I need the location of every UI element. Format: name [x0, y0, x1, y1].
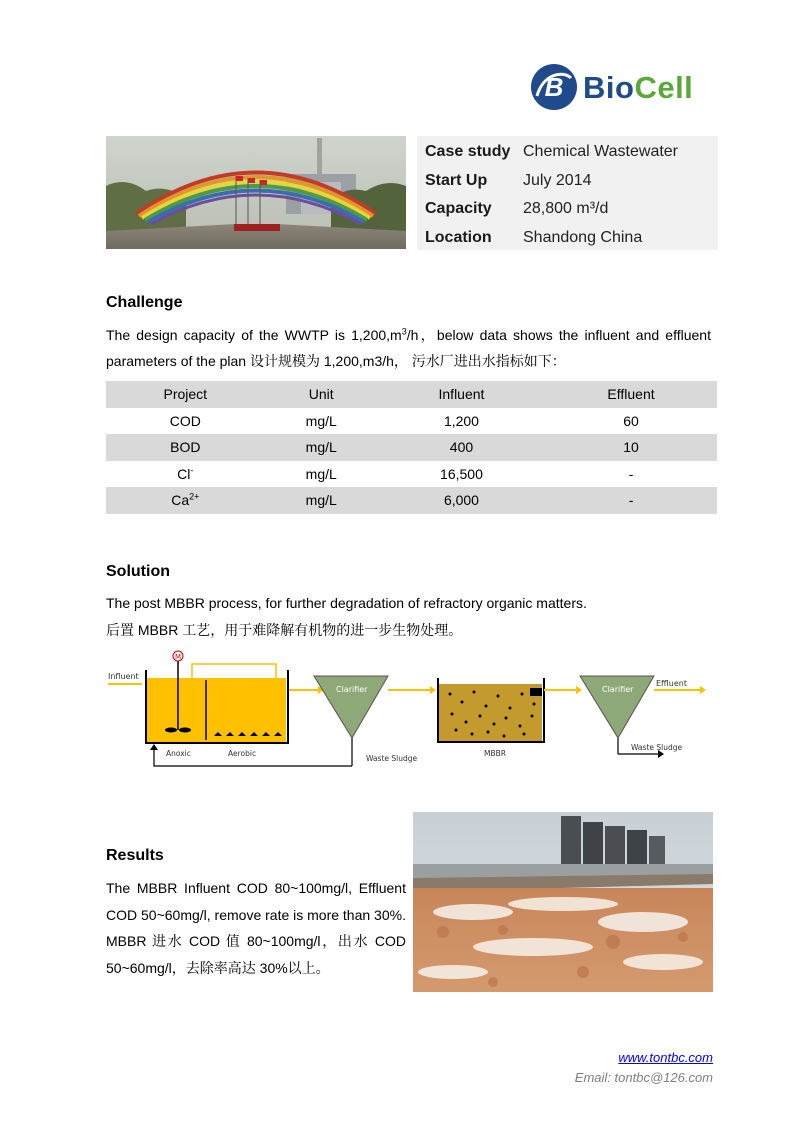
table-row — [106, 487, 717, 514]
cell-unit: mg/L — [265, 434, 378, 461]
website-link[interactable]: www.tontbc.com — [618, 1050, 713, 1065]
mixer-blade-left — [165, 728, 177, 733]
info-row-capacity — [417, 195, 718, 224]
info-key: Start Up — [425, 171, 488, 189]
influent-label: Influent — [108, 672, 139, 681]
parameters-table — [106, 381, 717, 514]
logo-letter: B — [544, 72, 564, 102]
brand-name-cell: Cell — [634, 70, 694, 105]
challenge-line-1-sup: 3 — [401, 326, 407, 337]
cell-effluent: - — [545, 487, 717, 514]
header-effluent: Effluent — [545, 381, 717, 408]
table-row — [106, 434, 717, 461]
anoxic-label: Anoxic — [166, 749, 191, 758]
case-info-box — [417, 136, 718, 250]
cell-effluent: - — [545, 461, 717, 488]
solution-line-cn: 后置 MBBR 工艺，用于难降解有机物的进一步生物处理。 — [106, 622, 463, 638]
header-project: Project — [106, 381, 265, 408]
info-value: Chemical Wastewater — [523, 143, 679, 161]
cell-effluent: 60 — [545, 408, 717, 435]
info-key: Case study — [425, 143, 511, 161]
cell-project: BOD — [106, 434, 265, 461]
process-flow-diagram — [106, 650, 717, 775]
cell-effluent: 10 — [545, 434, 717, 461]
info-value: July 2014 — [523, 171, 592, 189]
cell-influent: 6,000 — [378, 487, 545, 514]
cell-unit: mg/L — [265, 461, 378, 488]
info-key: Capacity — [425, 200, 492, 218]
cell-unit: mg/L — [265, 408, 378, 435]
aerobic-label: Aerobic — [228, 749, 257, 758]
cell-unit: mg/L — [265, 487, 378, 514]
mbbr-label: MBBR — [484, 749, 506, 758]
email-contact: Email: tontbc@126.com — [574, 1070, 713, 1085]
biocell-logo-mark — [529, 62, 579, 112]
waste-sludge-2-label: Waste Sludge — [631, 743, 683, 752]
table-row — [106, 461, 717, 488]
waste-sludge-1-label: Waste Sludge — [366, 754, 418, 763]
challenge-line-1-b: /h，below data shows the influent and effluent — [406, 327, 711, 343]
header-influent: Influent — [378, 381, 545, 408]
info-row-case-study — [417, 138, 718, 167]
results-heading: Results — [106, 847, 164, 864]
cell-project: COD — [106, 408, 265, 435]
brand-name-bio: Bio — [583, 70, 635, 105]
info-value: 28,800 m³/d — [523, 200, 609, 218]
cell-influent: 1,200 — [378, 408, 545, 435]
biocell-logo — [529, 62, 714, 112]
info-value: Shandong China — [523, 228, 643, 246]
info-row-start-up — [417, 167, 718, 196]
factory-gate-photo — [106, 136, 406, 249]
clarifier-2-label: Clarifier — [602, 685, 634, 694]
cell-influent: 16,500 — [378, 461, 545, 488]
results-text-cn: MBBR 进水 COD 值 80~100mg/l，出水 COD 50~60mg/l，去除率高达 30%以上。 — [106, 933, 406, 976]
results-text — [106, 875, 406, 981]
challenge-heading: Challenge — [106, 294, 183, 311]
mbbr-tank — [438, 684, 542, 741]
mixer-blade-right — [179, 728, 191, 733]
clarifier-1-label: Clarifier — [336, 685, 368, 694]
solution-line-en: The post MBBR process, for further degradation of refractory organic matters. — [106, 595, 587, 611]
challenge-line-2: parameters of the plan 设计规模为 1,200,m3/h， 污水厂进出水指标如下： — [106, 353, 566, 369]
cell-project: $Ca^{2+}$ — [106, 487, 265, 514]
cell-influent: 400 — [378, 434, 545, 461]
info-row-location — [417, 224, 718, 253]
effluent-label: Effluent — [656, 679, 687, 688]
challenge-line-1-a: The design capacity of the WWTP is 1,200,m — [106, 327, 402, 343]
table-header-row — [106, 381, 717, 408]
svg-text:M: M — [174, 653, 182, 661]
solution-heading: Solution — [106, 563, 170, 580]
mbbr-tank-photo — [413, 812, 713, 992]
cell-project: Cl- — [106, 461, 265, 488]
table-row — [106, 408, 717, 435]
anoxic-aerobic-tank — [146, 678, 286, 742]
info-key: Location — [425, 228, 492, 246]
brand-name — [583, 70, 693, 106]
header-unit: Unit — [265, 381, 378, 408]
recycle-line — [192, 664, 276, 680]
challenge-line-1 — [106, 322, 711, 348]
results-text-en: The MBBR Influent COD 80~100mg/l, Effluent COD 50~60mg/l, remove rate is more than 30%. — [106, 880, 406, 923]
